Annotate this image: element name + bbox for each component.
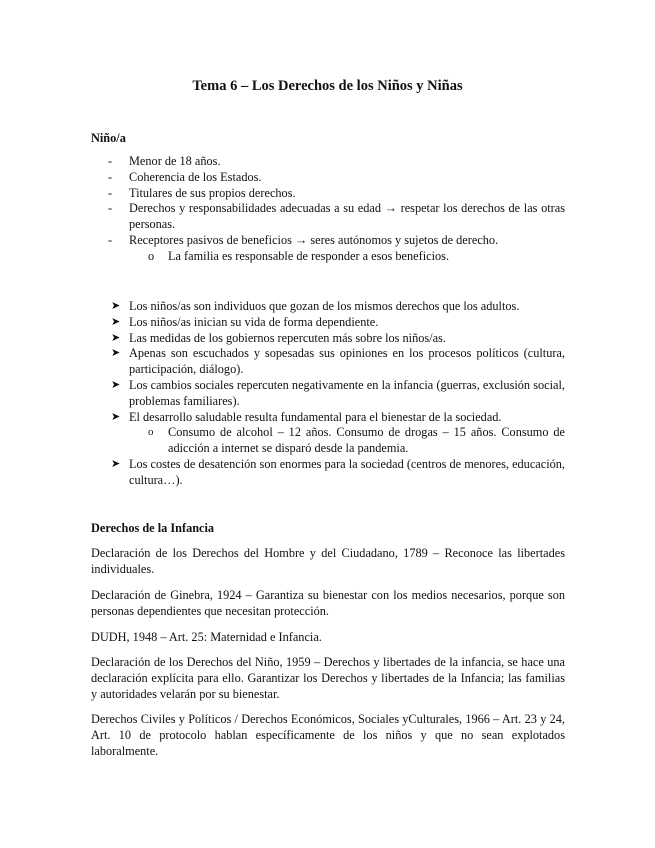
sub-list bbox=[129, 425, 565, 457]
list-item-text: Los costes de desatención son enormes para la sociedad (centros de menores, educación, cultura…). bbox=[129, 456, 565, 487]
list-item bbox=[91, 331, 565, 347]
dash-marker: - bbox=[108, 201, 113, 216]
arrow-bullet-icon: ➤ bbox=[111, 331, 121, 344]
list-item bbox=[91, 410, 565, 457]
circle-marker: o bbox=[148, 426, 154, 439]
dash-marker: - bbox=[108, 185, 113, 200]
sub-list-item-text: Consumo de alcohol – 12 años. Consumo de drogas – 15 años. Consumo de adicción a internet se disparó desde la pandemia. bbox=[168, 425, 565, 456]
sub-list bbox=[129, 249, 565, 265]
list-item bbox=[91, 378, 565, 410]
sub-list-item bbox=[91, 249, 565, 265]
list-item bbox=[91, 457, 565, 489]
arrow-bullet-icon: ➤ bbox=[111, 410, 121, 423]
list-item bbox=[91, 315, 565, 331]
list-item-text: Los niños/as inician su vida de forma dependiente. bbox=[129, 314, 379, 329]
list-item-text: Menor de 18 años. bbox=[129, 154, 221, 168]
circle-marker: o bbox=[148, 248, 155, 263]
dash-marker: - bbox=[108, 154, 113, 168]
list-item-text: Los niños/as son individuos que gozan de los mismos derechos que los adultos. bbox=[129, 299, 520, 313]
list-item-text: Receptores pasivos de beneficios → seres autónomos y sujetos de derecho. bbox=[129, 232, 499, 247]
sub-list-item-text: La familia es responsable de responder a esos beneficios. bbox=[168, 248, 450, 263]
list-item-text: Derechos y responsabilidades adecuadas a su edad → respetar los derechos de las otras personas. bbox=[129, 201, 565, 232]
list-item bbox=[91, 154, 565, 170]
dash-marker: - bbox=[108, 169, 113, 184]
list-item bbox=[91, 299, 565, 315]
list-item bbox=[91, 233, 565, 265]
arrow-bullet-icon: ➤ bbox=[111, 378, 121, 391]
list-item-text: Los cambios sociales repercuten negativamente en la infancia (guerras, exclusión social, problemas familiares). bbox=[129, 377, 565, 408]
list-item-text: Titulares de sus propios derechos. bbox=[129, 185, 296, 200]
paragraph: Declaración de los Derechos del Hombre y del Ciudadano, 1789 – Reconoce las libertades individuales. bbox=[91, 546, 565, 576]
list-item-text: El desarrollo saludable resulta fundamental para el bienestar de la sociedad. bbox=[129, 409, 502, 424]
paragraph: DUDH, 1948 – Art. 25: Maternidad e Infancia. bbox=[91, 630, 322, 644]
dash-marker: - bbox=[108, 232, 113, 247]
list-item-text: Apenas son escuchados y sopesadas sus opiniones en los procesos políticos (cultura, participación, diálogo). bbox=[129, 346, 565, 377]
arrow-bullet-icon: ➤ bbox=[111, 457, 121, 470]
paragraph: Declaración de Ginebra, 1924 – Garantiza su bienestar con los medios necesarios, porque son personas dependientes que necesitan protección. bbox=[91, 588, 565, 618]
list-item-text: Las medidas de los gobiernos repercuten más sobre los niños/as. bbox=[129, 330, 446, 345]
page-title: Tema 6 – Los Derechos de los Niños y Niñas bbox=[192, 78, 463, 94]
section-heading-nino: Niño/a bbox=[91, 131, 126, 145]
paragraph: Derechos Civiles y Políticos / Derechos Económicos, Sociales yCulturales, 1966 – Art. 23 y 24, Art. 10 de protocolo hablan específicamente de los niños y que no sean explotados laboralmente. bbox=[91, 712, 565, 758]
list-item bbox=[91, 201, 565, 233]
sub-list-item bbox=[91, 425, 565, 457]
list-item bbox=[91, 346, 565, 378]
list-item bbox=[91, 186, 565, 202]
arrow-bullet-icon: ➤ bbox=[111, 315, 121, 328]
list-item-text: Coherencia de los Estados. bbox=[129, 169, 262, 184]
section-heading-derechos: Derechos de la Infancia bbox=[91, 521, 215, 535]
facts-list bbox=[91, 299, 565, 489]
paragraph: Declaración de los Derechos del Niño, 1959 – Derechos y libertades de la infancia, se hace una declaración explícita para ello. Garantizar los Derechos y libertades de la Infancia; las familias y autoridades velarán por su bienestar. bbox=[91, 655, 565, 701]
list-item bbox=[91, 170, 565, 186]
nino-list bbox=[91, 154, 565, 265]
arrow-bullet-icon: ➤ bbox=[111, 347, 121, 360]
arrow-bullet-icon: ➤ bbox=[111, 300, 121, 312]
